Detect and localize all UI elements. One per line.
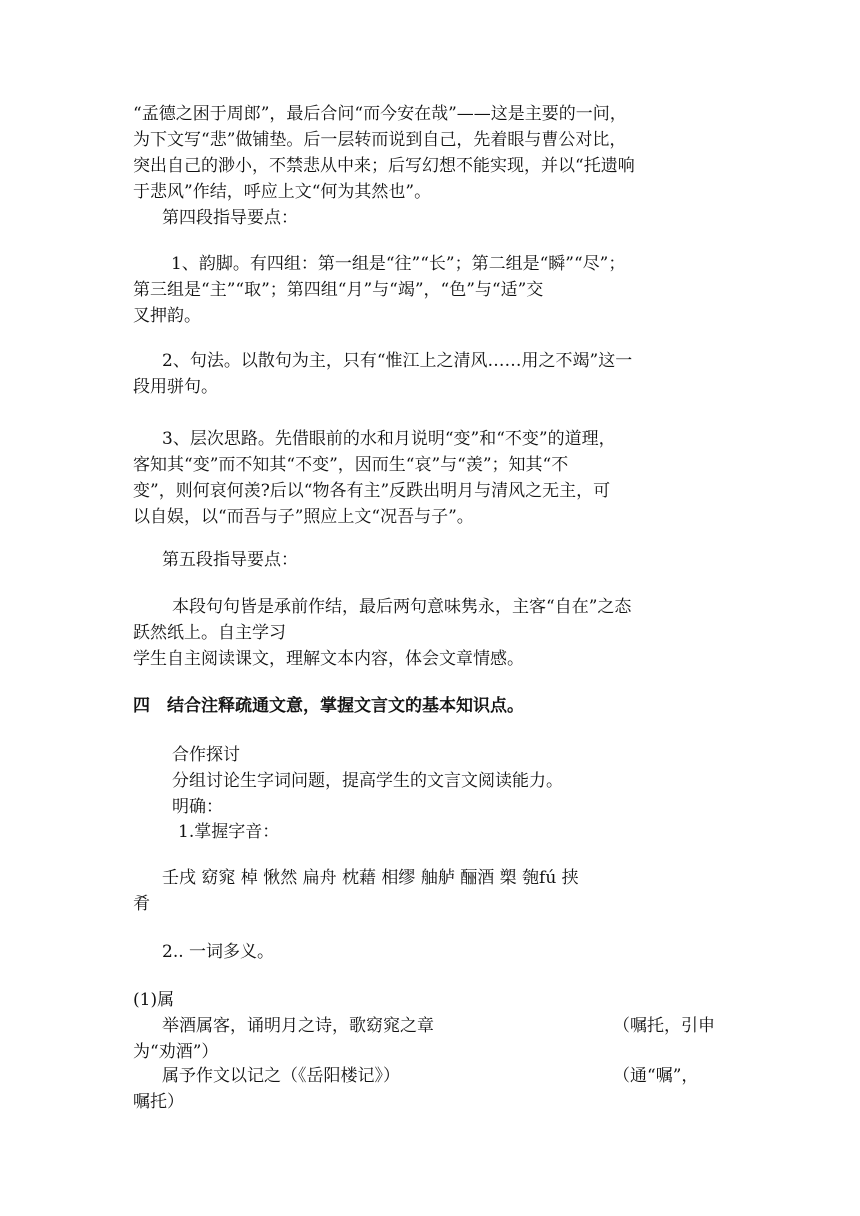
paragraph-line: 为下文写“悲”做铺垫。后一层转而说到自己，先着眼与曹公对比， xyxy=(133,130,627,150)
example-annotation: （通“嘱”， xyxy=(613,1066,699,1086)
example-annotation-continued: 为“劝酒”） xyxy=(133,1042,219,1062)
paragraph-line: 以自娱，以“而吾与子”照应上文“况吾与子”。 xyxy=(133,507,474,527)
term-heading: (1)属 xyxy=(133,990,175,1010)
paragraph-line: 本段句句皆是承前作结，最后两句意味隽永，主客“自在”之态 xyxy=(172,597,632,617)
paragraph-line: 突出自己的渺小，不禁悲从中来；后写幻想不能实现，并以“托遗响 xyxy=(133,156,635,176)
list-item-heading: 2.. 一词多义。 xyxy=(162,942,275,962)
list-item-heading: 1.掌握字音： xyxy=(178,822,280,842)
pronunciation-list: 肴 xyxy=(133,894,150,914)
paragraph-line: 客知其“变”而不知其“不变”，因而生“哀”与“羡”；知其“不 xyxy=(133,455,569,475)
paragraph-line: “孟德之困于周郎”，最后合问“而今安在哉”——这是主要的一问， xyxy=(133,104,627,124)
section-heading-5: 第五段指导要点： xyxy=(162,550,298,570)
paragraph-line: 段用骈句。 xyxy=(133,377,218,397)
subheading: 合作探讨 xyxy=(172,745,240,765)
paragraph-line: 分组讨论生字词问题，提高学生的文言文阅读能力。 xyxy=(172,771,563,791)
pronunciation-list: 壬戌 窈窕 棹 愀然 扁舟 枕藉 相缪 舳舻 酾酒 槊 匏fú 挟 xyxy=(162,868,579,888)
paragraph-line: 1、韵脚。有四组：第一组是“往”“长”；第二组是“瞬”“尽”； xyxy=(171,254,626,274)
paragraph-line: 2、句法。以散句为主，只有“惟江上之清风……用之不竭”这一 xyxy=(162,351,633,371)
example-annotation: （嘱托，引申 xyxy=(613,1016,715,1036)
paragraph-line: 于悲风”作结，呼应上文“何为其然也”。 xyxy=(133,182,432,202)
paragraph-line: 第三组是“主”“取”；第四组“月”与“竭”，“色”与“适”交 xyxy=(133,280,544,300)
paragraph-line: 3、层次思路。先借眼前的水和月说明“变”和“不变”的道理， xyxy=(162,429,616,449)
section-title: 四 结合注释疏通文意，掌握文言文的基本知识点。 xyxy=(133,696,524,716)
example-annotation-continued: 嘱托） xyxy=(133,1092,184,1112)
paragraph-line: 跃然纸上。自主学习 xyxy=(133,623,286,643)
paragraph-line: 变”，则何哀何羡?后以“物各有主”反跌出明月与清风之无主，可 xyxy=(133,481,611,501)
example-sentence: 属予作文以记之（《岳阳楼记》） xyxy=(162,1066,400,1086)
section-heading-4: 第四段指导要点： xyxy=(162,208,298,228)
paragraph-line: 叉押韵。 xyxy=(133,306,201,326)
example-sentence: 举酒属客，诵明月之诗，歌窈窕之章 xyxy=(162,1016,434,1036)
paragraph-line: 学生自主阅读课文，理解文本内容，体会文章情感。 xyxy=(133,649,524,669)
label: 明确： xyxy=(172,797,223,817)
